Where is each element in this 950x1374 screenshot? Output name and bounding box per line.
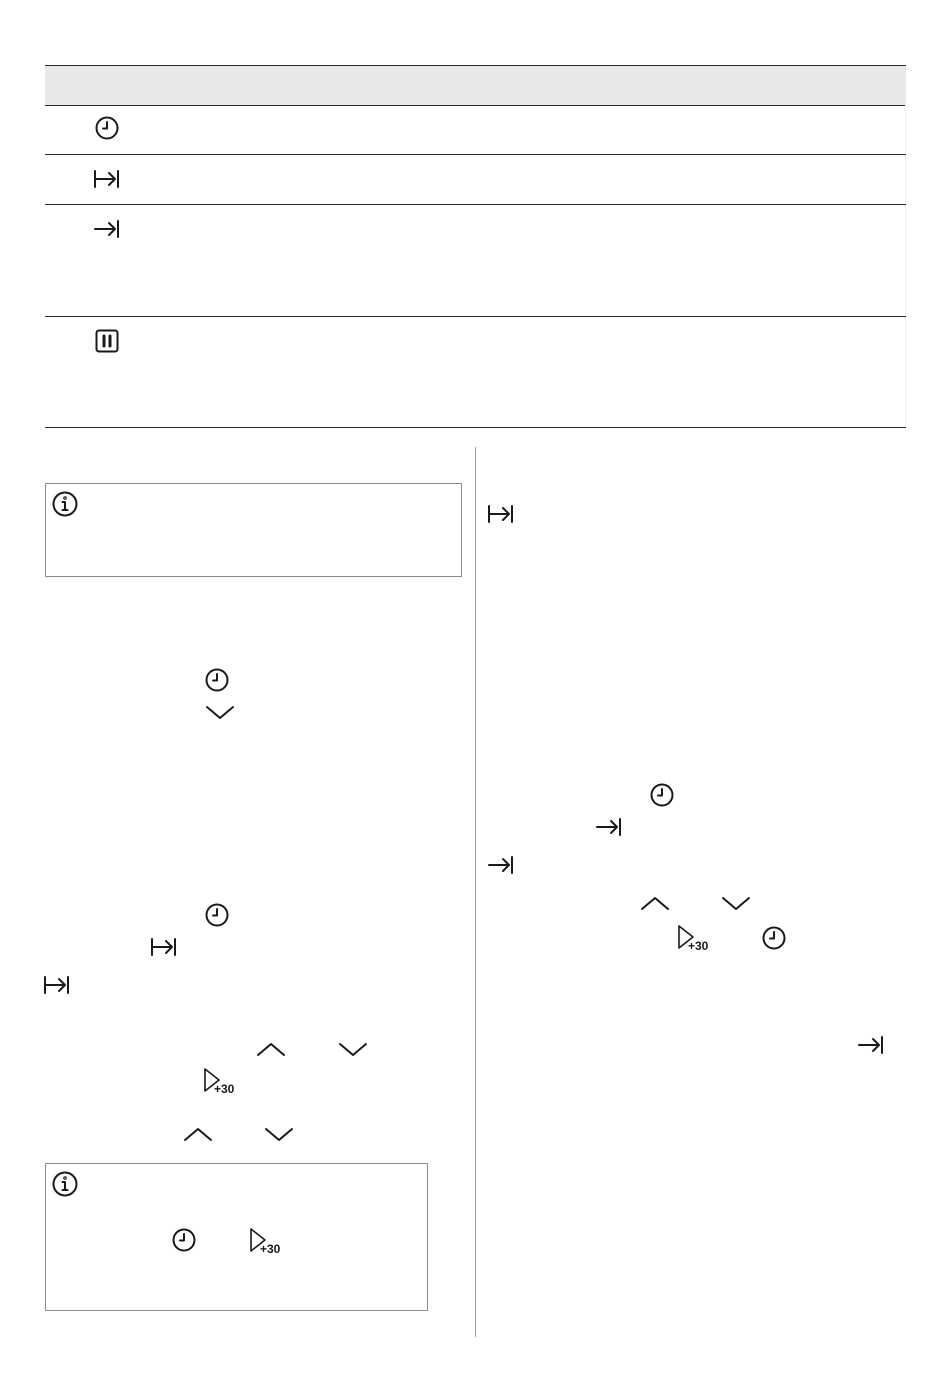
end-icon bbox=[94, 219, 120, 239]
info-box-bottom bbox=[45, 1163, 428, 1311]
pause-icon bbox=[95, 329, 119, 353]
chevron-down-icon bbox=[264, 1126, 294, 1142]
table-header-row bbox=[45, 65, 906, 106]
end-icon bbox=[858, 1035, 884, 1055]
end-icon bbox=[596, 817, 622, 837]
duration-icon bbox=[94, 169, 120, 189]
end-icon bbox=[488, 855, 514, 875]
info-icon bbox=[52, 491, 78, 517]
chevron-down-icon bbox=[721, 895, 751, 911]
clock-icon bbox=[95, 116, 119, 140]
clock-icon bbox=[650, 783, 674, 807]
svg-text:+30: +30 bbox=[214, 1082, 235, 1096]
clock-functions-table bbox=[45, 65, 906, 428]
clock-icon bbox=[205, 903, 229, 927]
duration-icon bbox=[151, 937, 177, 957]
plus30-icon bbox=[677, 924, 713, 952]
clock-icon bbox=[205, 668, 229, 692]
clock-icon bbox=[172, 1228, 196, 1252]
plus30-icon bbox=[249, 1227, 285, 1255]
chevron-up-icon bbox=[183, 1126, 213, 1142]
clock-icon bbox=[762, 926, 786, 950]
svg-text:+30: +30 bbox=[260, 1242, 281, 1256]
table-row-time-of-day bbox=[45, 105, 906, 155]
duration-icon bbox=[488, 504, 514, 524]
table-row-end bbox=[45, 205, 906, 317]
table-row-pause bbox=[45, 317, 906, 428]
duration-icon bbox=[44, 975, 70, 995]
table-row-duration bbox=[45, 155, 906, 205]
chevron-down-icon bbox=[205, 704, 235, 720]
chevron-down-icon bbox=[338, 1041, 368, 1057]
info-box-top bbox=[45, 483, 462, 577]
column-divider bbox=[475, 447, 476, 1337]
chevron-up-icon bbox=[640, 895, 670, 911]
plus30-icon bbox=[203, 1067, 239, 1095]
chevron-up-icon bbox=[256, 1041, 286, 1057]
svg-text:+30: +30 bbox=[688, 939, 709, 953]
info-icon bbox=[52, 1171, 78, 1197]
